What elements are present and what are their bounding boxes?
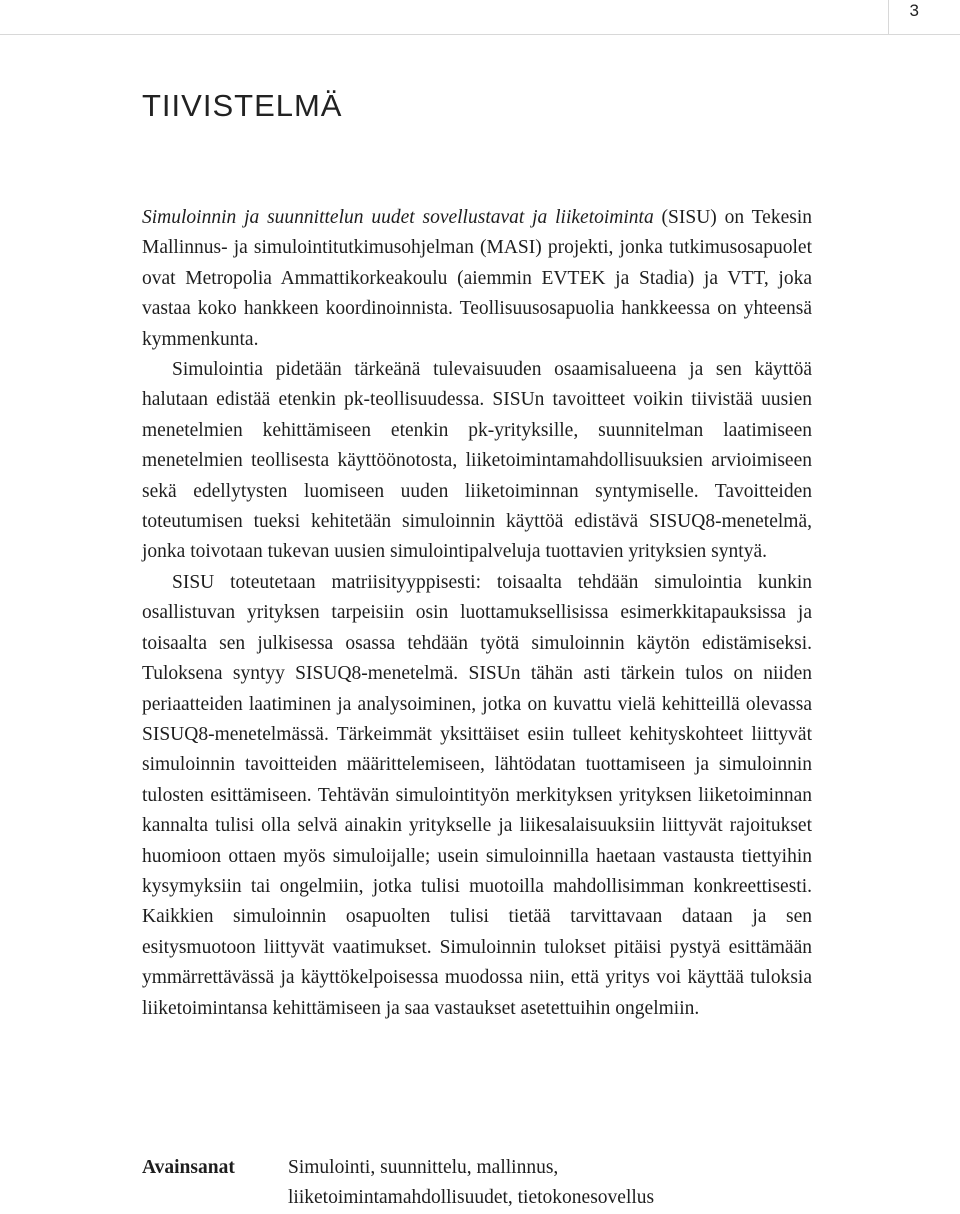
keywords-line-1: Simulointi, suunnittelu, mallinnus, — [288, 1157, 559, 1178]
abstract-body — [142, 203, 812, 1024]
paragraph-1-text: (SISU) on Tekesin Mallinnus- ja simulointitutkimusohjelman (MASI) projekti, jonka tutkimusosapuolet ovat Metropolia Ammattikorkeakoulu (aiemmin EVTEK ja Stadia) ja VTT, joka vastaa koko hankkeen koordinoinnista. Teollisuusosapuolia hankkeessa on yhteensä kymmenkunta. — [142, 207, 812, 350]
keywords-label: Avainsanat — [142, 1157, 235, 1178]
abstract-paragraph-1 — [142, 203, 812, 355]
page-number: 3 — [909, 1, 919, 20]
page-title: TIIVISTELMÄ — [142, 88, 343, 123]
page-number-tab — [888, 0, 960, 34]
project-name-italic: Simuloinnin ja suunnittelun uudet sovellustavat ja liiketoiminta — [142, 207, 654, 228]
abstract-paragraph-3: SISU toteutetaan matriisityyppisesti: toisaalta tehdään simulointia kunkin osallistuvan yrityksen tarpeisiin osin luottamuksellisissa esimerkkitapauksissa ja toisaalta sen julkisessa osassa tehdään työtä simuloinnin käytön edistämiseksi. Tuloksena syntyy SISUQ8-menetelmä. SISUn tähän asti tärkein tulos on niiden periaatteiden laatiminen ja analysoiminen, jotka on kuvattu vielä kehitteillä olevassa SISUQ8-menetelmässä. Tärkeimmät yksittäiset esiin tulleet kehityskohteet liittyvät simuloinnin tavoitteiden määrittelemiseen, lähtödatan tuottamiseen ja simuloinnin tulosten esittämiseen. Tehtävän simulointityön merkityksen yrityksen liiketoiminnan kannalta tulisi olla selvä ainakin yritykselle ja liikesalaisuuksiin liittyvät rajoitukset huomioon ottaen myös simuloijalle; usein simuloinnilla haetaan vastausta tiettyihin kysymyksiin tai ongelmiin, jotka tulisi muotoilla mahdollisimman konkreettisesti. Kaikkien simuloinnin osapuolten tulisi tietää tarvittavaan dataan ja sen esitysmuotoon liittyvät vaatimukset. Simuloinnin tulokset pitäisi pystyä esittämään ymmärrettävässä ja käyttökelpoisessa muodossa niin, että yritys voi käyttää tuloksia liiketoimintansa kehittämiseen ja saa vastaukset asetettuihin ongelmiin. — [142, 571, 812, 1019]
abstract-paragraph-2: Simulointia pidetään tärkeänä tulevaisuuden osaamisalueena ja sen käyttöä halutaan edistää etenkin pk-teollisuudessa. SISUn tavoitteet voikin tiivistää uusien menetelmien kehittämiseen etenkin pk-yrityksille, suunnitelman laatimiseen menetelmien teollisesta käyttöönotosta, liiketoimintamahdollisuuksien arvioimiseen sekä edellytysten luomiseen uuden liiketoiminnan syntymiselle. Tavoitteiden toteutumisen tueksi kehitetään simuloinnin käyttöä edistävä SISUQ8-menetelmä, jonka toivotaan tukevan uusien simulointipalveluja tuottavien yrityksien syntyä. — [142, 359, 812, 563]
page-header-rule — [0, 34, 960, 35]
keywords-list — [288, 1153, 808, 1214]
keywords-line-2: liiketoimintamahdollisuudet, tietokonesovellus — [288, 1187, 655, 1209]
